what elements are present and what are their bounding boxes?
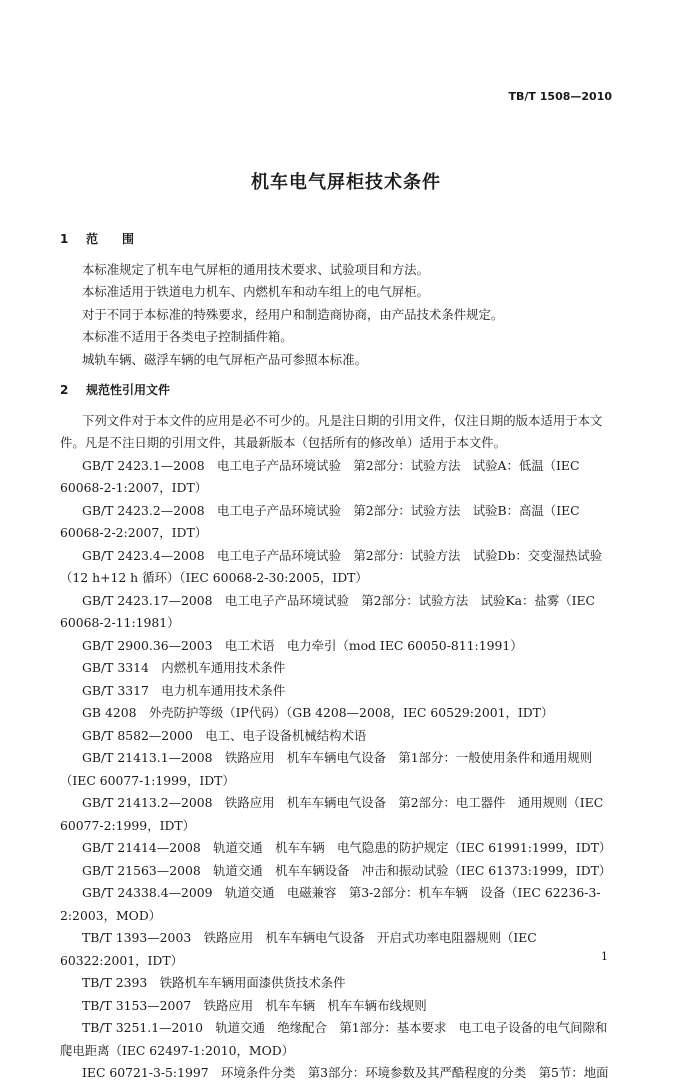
reference-item: GB/T 21414—2008 轨道交通 机车车辆 电气隐患的防护规定（IEC 61991:1999，IDT）	[82, 840, 612, 855]
reference-item: GB/T 8582—2000 电工、电子设备机械结构术语	[82, 727, 367, 743]
reference-item: GB/T 2423.17—2008 电工电子产品环境试验 第2部分：试验方法 试验Ka：盐雾（IEC 60068-2-11:1981）	[60, 592, 596, 630]
reference-item: GB/T 3317 电力机车通用技术条件	[82, 682, 286, 698]
section-title: 范 围	[86, 232, 135, 246]
scope-line: 本标准规定了机车电气屏柜的通用技术要求、试验项目和方法。	[82, 261, 429, 277]
scope-line: 本标准不适用于各类电子控制插件箱。	[82, 329, 293, 344]
reference-item: GB/T 2423.2—2008 电工电子产品环境试验 第2部分：试验方法 试验B：高温（IEC 60068-2-2:2007，IDT）	[60, 502, 580, 540]
reference-item: GB/T 24338.4—2009 轨道交通 电磁兼容 第3-2部分：机车车辆 设备（IEC 62236-3-2:2003，MOD）	[60, 885, 601, 923]
reference-item: TB/T 1393—2003 铁路应用 机车车辆电气设备 开启式功率电阻器规则（IEC 60322:2001，IDT）	[60, 930, 537, 968]
reference-item: GB/T 2900.36—2003 电工术语 电力牵引（mod IEC 60050-811:1991）	[82, 637, 523, 653]
scope-line: 本标准适用于铁道电力机车、内燃机车和动车组上的电气屏柜。	[82, 284, 429, 299]
section-number: 2	[60, 383, 69, 397]
section-2-heading	[60, 379, 616, 402]
reference-item: GB/T 3314 内燃机车通用技术条件	[82, 660, 286, 675]
reference-item: GB/T 2423.1—2008 电工电子产品环境试验 第2部分：试验方法 试验A：低温（IEC 60068-2-1:2007，IDT）	[60, 457, 580, 495]
page-number: 1	[601, 950, 608, 963]
scope-line: 对于不同于本标准的特殊要求，经用户和制造商协商，由产品技术条件规定。	[82, 306, 504, 322]
reference-item: TB/T 3251.1—2010 轨道交通 绝缘配合 第1部分：基本要求 电工电子设备的电气间隙和爬电距离（IEC 62497-1:2010，MOD）	[60, 1020, 608, 1058]
scope-line: 城轨车辆、磁浮车辆的电气屏柜产品可参照本标准。	[82, 351, 367, 367]
section-number: 1	[60, 232, 69, 246]
reference-item: GB/T 21563—2008 轨道交通 机车车辆设备 冲击和振动试验（IEC 61373:1999，IDT）	[82, 862, 612, 878]
standard-code: TB/T 1508—2010	[508, 90, 612, 103]
section-1-heading	[60, 228, 616, 251]
reference-item: IEC 60721-3-5:1997 环境条件分类 第3部分：环境参数及其严酷程度的分类 第5节：地面	[82, 1065, 609, 1080]
reference-item: GB/T 21413.2—2008 铁路应用 机车车辆电气设备 第2部分：电工器件 通用规则（IEC 60077-2:1999，IDT）	[60, 795, 604, 833]
document-body	[60, 222, 616, 1085]
reference-item: TB/T 3153—2007 铁路应用 机车车辆 机车车辆布线规则	[82, 997, 427, 1013]
section-title: 规范性引用文件	[86, 383, 171, 397]
page-title: 机车电气屏柜技术条件	[251, 172, 441, 193]
reference-item: GB/T 2423.4—2008 电工电子产品环境试验 第2部分：试验方法 试验Db：交变湿热试验（12 h+12 h 循环）（IEC 60068-2-30:2005，IDT）	[60, 547, 603, 585]
reference-item: TB/T 2393 铁路机车车辆用面漆供货技术条件	[82, 975, 346, 990]
section-intro: 下列文件对于本文件的应用是必不可少的。凡是注日期的引用文件，仅注日期的版本适用于本文件。凡是不注日期的引用文件，其最新版本（包括所有的修改单）适用于本文件。	[60, 412, 603, 450]
reference-item: GB 4208 外壳防护等级（IP代码）（GB 4208—2008，IEC 60529:2001，IDT）	[82, 705, 554, 720]
reference-item: GB/T 21413.1—2008 铁路应用 机车车辆电气设备 第1部分：一般使用条件和通用规则（IEC 60077-1:1999，IDT）	[60, 750, 593, 788]
